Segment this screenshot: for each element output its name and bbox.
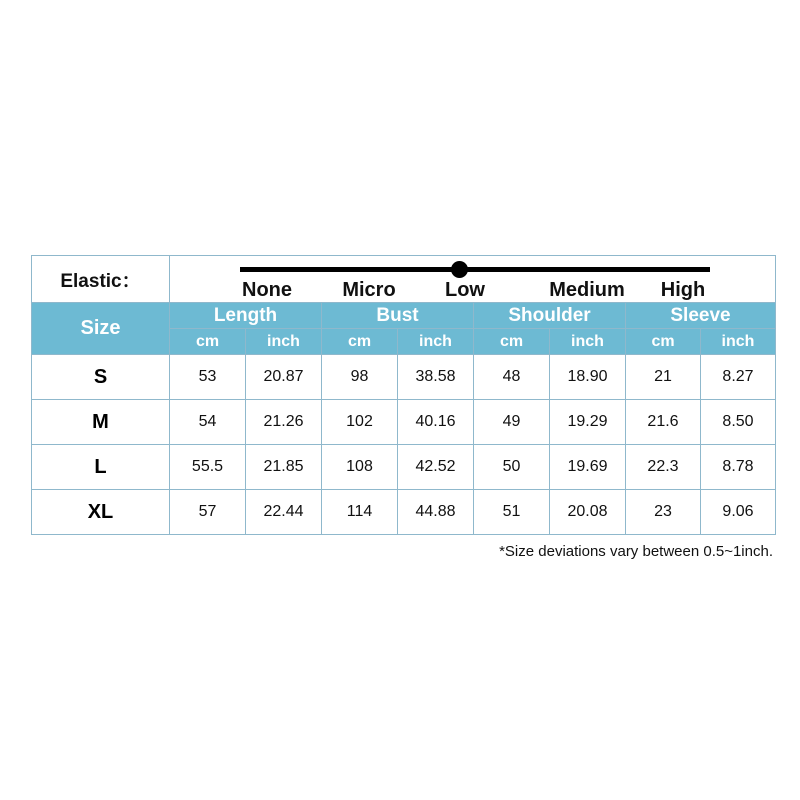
size-label: M <box>32 400 170 445</box>
table-cell: 40.16 <box>398 400 474 445</box>
group-header-shoulder: Shoulder <box>474 303 626 329</box>
unit-header: inch <box>701 329 776 355</box>
group-header-sleeve: Sleeve <box>626 303 776 329</box>
table-row <box>32 400 776 445</box>
elastic-level-none: None <box>242 279 292 301</box>
table-cell: 8.50 <box>701 400 776 445</box>
table-cell: 98 <box>322 355 398 400</box>
table-cell: 19.29 <box>550 400 626 445</box>
table-row <box>32 355 776 400</box>
elastic-level-high: High <box>660 279 706 301</box>
table-cell: 21.26 <box>246 400 322 445</box>
unit-header: inch <box>246 329 322 355</box>
table-cell: 51 <box>474 490 550 535</box>
unit-header: inch <box>398 329 474 355</box>
table-cell: 22.44 <box>246 490 322 535</box>
elastic-row <box>32 256 776 303</box>
table-cell: 38.58 <box>398 355 474 400</box>
table-cell: 8.78 <box>701 445 776 490</box>
table-cell: 9.06 <box>701 490 776 535</box>
table-cell: 23 <box>626 490 701 535</box>
table-cell: 19.69 <box>550 445 626 490</box>
table-cell: 55.5 <box>170 445 246 490</box>
size-header: Size <box>32 303 170 355</box>
size-label: S <box>32 355 170 400</box>
table-cell: 42.52 <box>398 445 474 490</box>
table-cell: 53 <box>170 355 246 400</box>
table-row <box>32 490 776 535</box>
table-cell: 108 <box>322 445 398 490</box>
unit-header: cm <box>322 329 398 355</box>
group-header-length: Length <box>170 303 322 329</box>
elastic-level-medium: Medium <box>549 279 625 301</box>
table-cell: 44.88 <box>398 490 474 535</box>
table-cell: 48 <box>474 355 550 400</box>
elastic-level-low: Low <box>445 279 485 301</box>
unit-header: cm <box>626 329 701 355</box>
elastic-scale-line <box>240 267 710 272</box>
elastic-label: Elastic： <box>32 256 170 303</box>
elastic-indicator-dot <box>451 261 468 278</box>
table-cell: 21.85 <box>246 445 322 490</box>
table-cell: 20.87 <box>246 355 322 400</box>
table-cell: 50 <box>474 445 550 490</box>
header-group-row <box>32 303 776 329</box>
table-cell: 21 <box>626 355 701 400</box>
table-row <box>32 445 776 490</box>
table-cell: 22.3 <box>626 445 701 490</box>
elastic-scale <box>170 256 776 303</box>
group-header-bust: Bust <box>322 303 474 329</box>
table-cell: 49 <box>474 400 550 445</box>
unit-header: inch <box>550 329 626 355</box>
table-cell: 114 <box>322 490 398 535</box>
unit-header: cm <box>474 329 550 355</box>
size-chart-table <box>31 255 776 535</box>
elastic-levels <box>170 279 775 301</box>
unit-header: cm <box>170 329 246 355</box>
elastic-level-micro: Micro <box>342 279 396 301</box>
table-cell: 8.27 <box>701 355 776 400</box>
size-label: XL <box>32 490 170 535</box>
table-cell: 21.6 <box>626 400 701 445</box>
table-cell: 54 <box>170 400 246 445</box>
table-cell: 57 <box>170 490 246 535</box>
table-cell: 20.08 <box>550 490 626 535</box>
table-cell: 18.90 <box>550 355 626 400</box>
size-deviation-note: *Size deviations vary between 0.5~1inch. <box>499 543 773 560</box>
table-cell: 102 <box>322 400 398 445</box>
size-label: L <box>32 445 170 490</box>
